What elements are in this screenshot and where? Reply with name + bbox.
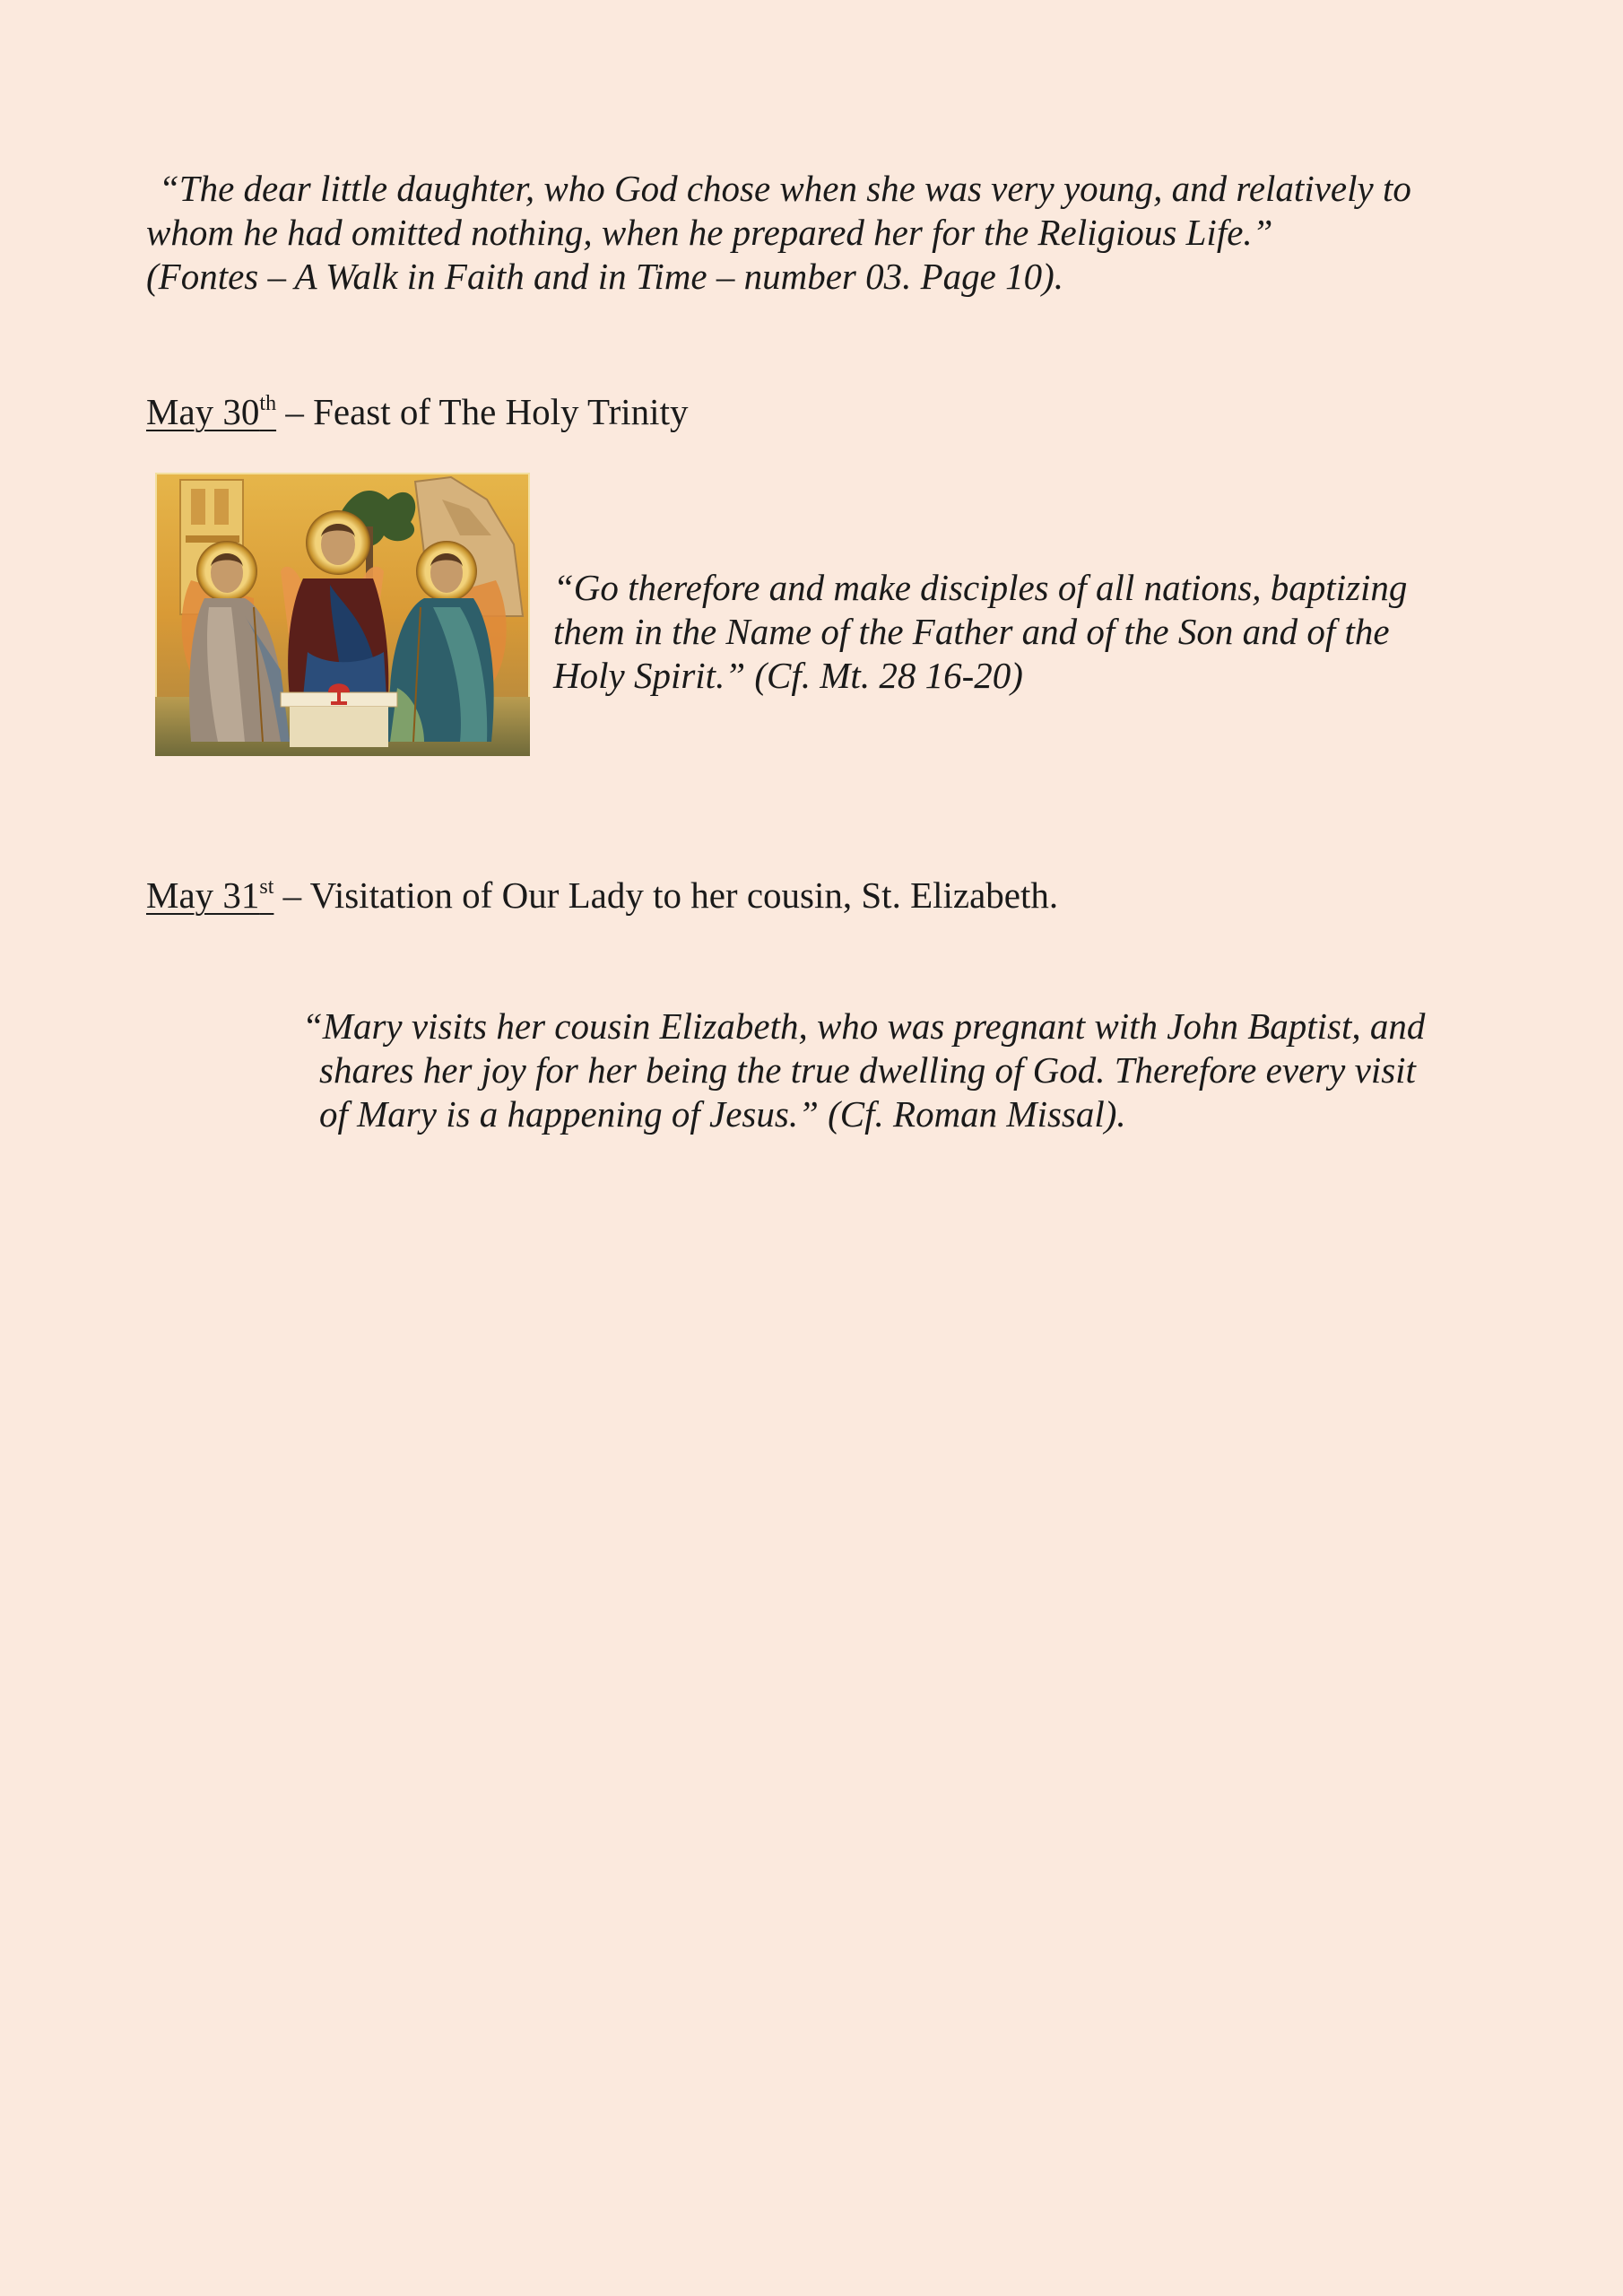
visitation-quote-line-1: “Mary visits her cousin Elizabeth, who was pregnant with John Baptist, and xyxy=(302,1005,1426,1047)
trinity-date-suffix: th xyxy=(259,392,277,415)
visitation-heading xyxy=(146,873,1058,918)
trinity-quote-line-3: Holy Spirit.” (Cf. Mt. 28 16-20) xyxy=(553,655,1023,696)
trinity-heading xyxy=(146,389,688,434)
fontes-quote-line-1: “The dear little daughter, who God chose when she was very young, and relatively to xyxy=(159,168,1411,209)
fontes-quote-line-2: whom he had omitted nothing, when he prepared her for the Religious Life.” xyxy=(146,212,1273,253)
visitation-quote-line-2: shares her joy for her being the true dwelling of God. Therefore every visit xyxy=(319,1049,1416,1091)
fontes-quote xyxy=(146,167,1491,299)
visitation-date-suffix: st xyxy=(259,875,274,899)
visitation-date xyxy=(146,874,273,916)
trinity-date xyxy=(146,391,276,432)
holy-trinity-icon xyxy=(155,473,530,756)
visitation-quote xyxy=(302,1004,1495,1136)
fontes-quote-citation: (Fontes – A Walk in Faith and in Time – number 03. Page 10). xyxy=(146,256,1064,297)
visitation-date-text: May 31 xyxy=(146,874,260,916)
trinity-quote xyxy=(553,566,1504,698)
visitation-title: – Visitation of Our Lady to her cousin, St. Elizabeth. xyxy=(273,874,1059,916)
trinity-date-text: May 30 xyxy=(146,391,260,432)
trinity-quote-line-1: “Go therefore and make disciples of all nations, baptizing xyxy=(553,567,1408,608)
trinity-title: – Feast of The Holy Trinity xyxy=(276,391,689,432)
trinity-quote-line-2: them in the Name of the Father and of the Son and of the xyxy=(553,611,1390,652)
visitation-quote-line-3: of Mary is a happening of Jesus.” (Cf. Roman Missal). xyxy=(319,1093,1126,1135)
